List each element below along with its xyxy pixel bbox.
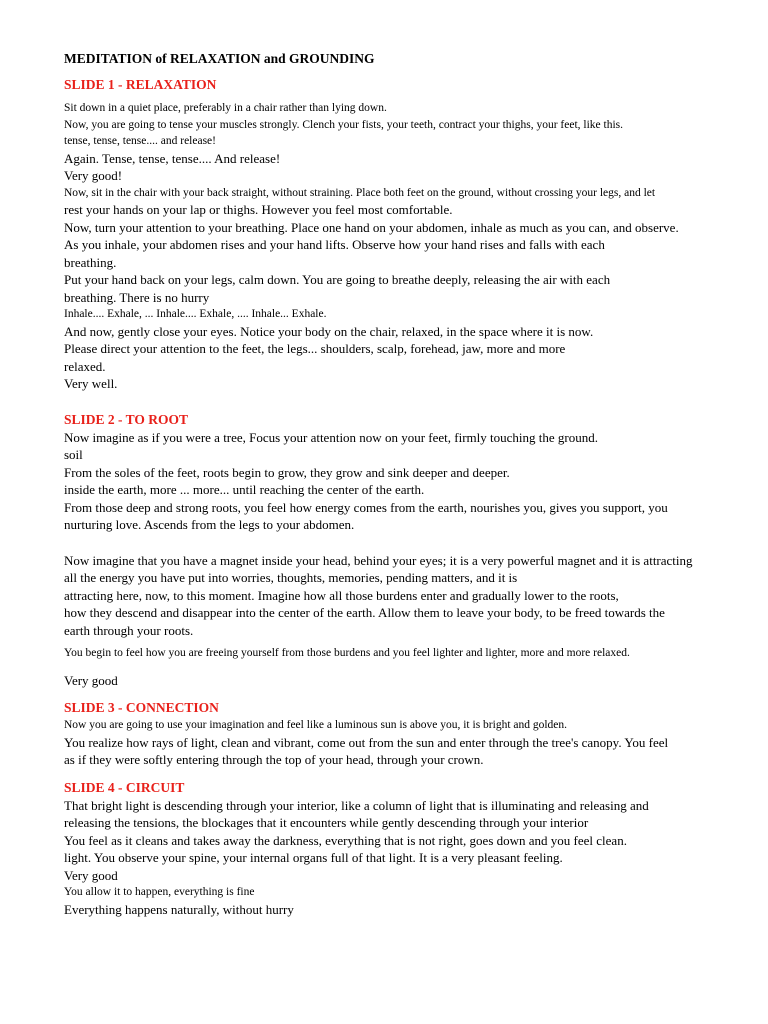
slide4-line: releasing the tensions, the blockages that it encounters while gently descending through your interior [64, 815, 589, 830]
slide2-line: attracting here, now, to this moment. Imagine how all those burdens enter and gradually lower to the roots, [64, 587, 619, 603]
slide1-line: Again. Tense, tense, tense.... And release! [64, 150, 281, 166]
slide4-heading: SLIDE 4 - CIRCUIT [64, 779, 185, 795]
slide3-small-line: Now you are going to use your imagination and feel like a luminous sun is above you, it is bright and golden. [64, 719, 568, 731]
slide2-line: Now imagine as if you were a tree, Focus your attention now on your feet, firmly touching the ground. [64, 429, 598, 445]
slide1-line: breathing. [64, 254, 117, 270]
slide1-line: Please direct your attention to the feet, the legs... shoulders, scalp, forehead, jaw, more and more [64, 341, 566, 356]
slide2-line: all the energy you have put into worries, thoughts, memories, pending matters, and it is [64, 570, 518, 585]
slide1-line: Sit down in a quiet place, preferably in a chair rather than lying down. [64, 102, 387, 114]
slide4-line: Very good [64, 867, 118, 883]
slide1-line: Now, sit in the chair with your back straight, without straining. Place both feet on the ground, without crossing your legs, and let [64, 186, 656, 199]
slide1-line: rest your hands on your lap or thighs. However you feel most comfortable. [64, 202, 453, 217]
slide2-closing: Very good [64, 672, 118, 688]
slide2-line: how they descend and disappear into the center of the earth. Allow them to leave your body, to be freed towards the [64, 605, 665, 620]
slide1-line: tense, tense, tense.... and release! [64, 135, 216, 147]
slide4-line: light. You observe your spine, your internal organs full of that light. It is a very pleasant feeling. [64, 850, 563, 865]
slide1-line: And now, gently close your eyes. Notice your body on the chair, relaxed, in the space where it is now. [64, 323, 594, 339]
slide1-line: Very well. [64, 376, 118, 391]
slide4-last-line: Everything happens naturally, without hurry [64, 901, 294, 917]
slide2-small-line: You begin to feel how you are freeing yourself from those burdens and you feel lighter and lighter, more and more relaxed. [64, 647, 630, 659]
document-page [64, 50, 754, 918]
slide1-heading: SLIDE 1 - RELAXATION [64, 77, 217, 92]
slide1-line: Inhale.... Exhale, ... Inhale.... Exhale, .... Inhale... Exhale. [64, 308, 327, 320]
slide4-line: That bright light is descending through your interior, like a column of light that is illuminating and releasing and [64, 797, 649, 813]
slide2-line: From the soles of the feet, roots begin to grow, they grow and sink deeper and deeper. [64, 464, 510, 480]
document-title: MEDITATION of RELAXATION and GROUNDING [64, 51, 375, 66]
slide1-line: relaxed. [64, 358, 106, 374]
slide2-heading: SLIDE 2 - TO ROOT [64, 411, 189, 427]
slide2-line: From those deep and strong roots, you feel how energy comes from the earth, nourishes you, gives you support, you [64, 499, 668, 515]
slide4-small-line: You allow it to happen, everything is fine [64, 886, 255, 898]
slide1-line: As you inhale, your abdomen rises and your hand lifts. Observe how your hand rises and falls with each [64, 237, 605, 252]
slide3-line: You realize how rays of light, clean and vibrant, come out from the sun and enter through the tree's canopy. You feel [64, 734, 669, 750]
slide3-line: as if they were softly entering through the top of your head, through your crown. [64, 752, 484, 767]
slide1-line: Now, turn your attention to your breathing. Place one hand on your abdomen, inhale as much as you can, and observe. [64, 219, 679, 235]
slide4-line: You feel as it cleans and takes away the darkness, everything that is not right, goes down and you feel clean. [64, 832, 627, 848]
slide1-line: Put your hand back on your legs, calm down. You are going to breathe deeply, releasing the air with each [64, 272, 611, 287]
slide2-line: soil [64, 447, 83, 462]
slide2-line: nurturing love. Ascends from the legs to your abdomen. [64, 517, 355, 532]
slide3-heading: SLIDE 3 - CONNECTION [64, 700, 219, 715]
slide1-line: Very good! [64, 168, 123, 183]
slide1-line: breathing. There is no hurry [64, 289, 210, 305]
slide2-line: inside the earth, more ... more... until reaching the center of the earth. [64, 482, 425, 497]
slide2-line: Now imagine that you have a magnet inside your head, behind your eyes; it is a very powerful magnet and it is attracting [64, 552, 693, 568]
slide1-line: Now, you are going to tense your muscles strongly. Clench your fists, your teeth, contract your thighs, your feet, like this. [64, 118, 624, 131]
slide2-line: earth through your roots. [64, 622, 194, 638]
